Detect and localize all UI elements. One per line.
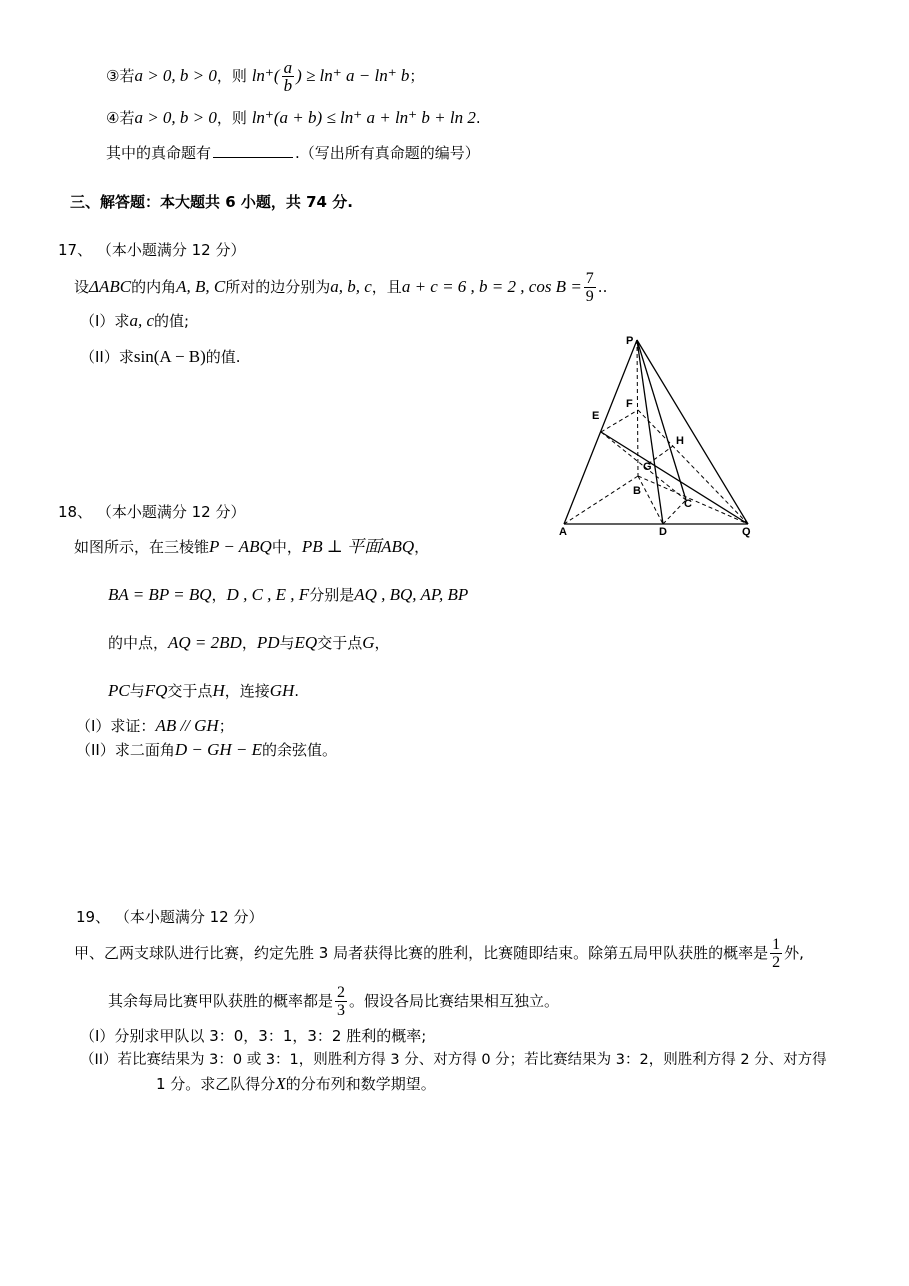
- edge-ab: [564, 476, 638, 524]
- item-4-end: .: [475, 109, 481, 127]
- q19-part-2-line-b: [156, 1074, 436, 1094]
- edge-dc: [663, 500, 686, 524]
- q18-line-4-c: ，连接: [224, 682, 270, 700]
- label-q: Q: [742, 526, 751, 538]
- q19-part-2-line-a: （II）若比赛结果为 3：0 或 3：1，则胜利方得 3 分、对方得 0 分；若比赛结果为 3：2，则胜利方得 2 分、对方得: [80, 1052, 827, 1068]
- q17-header: 17、 （本小题满分 12 分）: [58, 241, 246, 259]
- q18-line-1-a: 如图所示，在三棱锥: [74, 538, 210, 556]
- q18-line-2-a: ，: [211, 586, 227, 604]
- q18-gh: GH: [269, 681, 295, 700]
- q18-part-1-expr: AB // GH: [155, 716, 219, 735]
- true-props-prefix: 其中的真命题有: [106, 144, 212, 162]
- q18-line-2-b: 分别是: [309, 586, 355, 604]
- q18-fq: FQ: [144, 681, 168, 700]
- item-3-end: ；: [409, 67, 425, 85]
- q17-part-2-label: （II）求: [80, 348, 134, 366]
- label-e: E: [592, 410, 600, 422]
- q17-stem-c: 所对的边分别为: [225, 278, 331, 296]
- q19-line-2: [108, 980, 559, 1022]
- item-3-fraction: [282, 59, 295, 94]
- q18-part-1-label: （I）求证：: [76, 717, 156, 735]
- q19-line-1-end: 外,: [784, 944, 804, 962]
- q18-perp: PB ⊥ 平面ABQ: [301, 537, 415, 556]
- q18-g: G: [362, 633, 375, 652]
- q18-line-1-end: ，: [414, 538, 430, 556]
- q18-pc: PC: [108, 681, 130, 700]
- q17-cos-fraction: [584, 270, 596, 305]
- edge-pb: [637, 340, 638, 476]
- edge-ef: [601, 410, 638, 432]
- answer-blank[interactable]: [213, 143, 293, 158]
- label-f: F: [626, 398, 633, 410]
- q19-half-num: 1: [772, 936, 781, 953]
- label-c: C: [684, 498, 692, 510]
- q18-line-3-end: ，: [374, 634, 390, 652]
- item-3-condition: a > 0, b > 0: [134, 66, 217, 85]
- q17-sides: a, b, c: [330, 277, 372, 296]
- q18-line-3-a: 的中点，: [108, 634, 169, 652]
- q17-stem-d: ，且: [371, 278, 402, 296]
- q18-line-4-a: 与: [129, 682, 145, 700]
- q19-two-thirds-num: 2: [337, 984, 346, 1001]
- item-3-rhs: ) ≥ ln⁺ a − ln⁺ b: [296, 66, 410, 85]
- true-props-suffix: .（写出所有真命题的编号）: [295, 144, 480, 162]
- q18-line-4: [108, 681, 299, 701]
- q17-stem: [74, 266, 607, 308]
- section-3-title: 三、解答题：本大题共 6 小题，共 74 分.: [70, 193, 353, 211]
- q18-points: D , C , E , F: [226, 585, 310, 604]
- q17-part-1-end: 的值;: [153, 312, 190, 330]
- q18-line-3-d: 交于点: [317, 634, 363, 652]
- q18-line-1: [74, 537, 429, 557]
- q17-part-2-expr: sin(A − B): [133, 347, 206, 366]
- q19-var-x: X: [275, 1074, 286, 1093]
- label-g: G: [643, 461, 652, 473]
- edge-pc: [637, 340, 686, 500]
- q18-part-1: [76, 716, 234, 736]
- edge-bq: [638, 476, 748, 524]
- q19-line-1-text: 甲、乙两支球队进行比赛，约定先胜 3 局者获得比赛的胜利，比赛随即结束。除第五局甲队获胜的概率是: [74, 944, 769, 962]
- q19-half-fraction: [770, 936, 782, 971]
- q17-part-1: [80, 311, 189, 331]
- item-4-marker: ④若: [106, 109, 135, 127]
- item-4-condition: a > 0, b > 0: [134, 108, 217, 127]
- q17-stem-b: 的内角: [131, 278, 177, 296]
- q19-line-1: [74, 932, 804, 974]
- q18-part-2-expr: D − GH − E: [174, 740, 263, 759]
- q18-line-1-b: 中，: [271, 538, 302, 556]
- q17-stem-a: 设: [74, 278, 90, 296]
- q19-two-thirds-den: 3: [337, 1002, 346, 1019]
- item-3: [106, 56, 424, 96]
- q18-eq: EQ: [294, 633, 318, 652]
- q19-line-2-end: 。假设各局比赛结果相互独立。: [349, 992, 560, 1010]
- q17-stem-end: ..: [597, 278, 608, 296]
- q18-part-1-end: ；: [218, 717, 234, 735]
- item-4-sep: ，则: [216, 109, 247, 127]
- edge-pq: [637, 340, 748, 524]
- edge-pa: [564, 340, 637, 524]
- q18-h: H: [212, 681, 225, 700]
- q18-line-4-end: .: [294, 682, 300, 700]
- item-4: [106, 108, 481, 128]
- label-h: H: [676, 435, 684, 447]
- q18-pd: PD: [256, 633, 280, 652]
- label-b: B: [633, 485, 641, 497]
- q18-header: 18、 （本小题满分 12 分）: [58, 503, 246, 521]
- q18-part-2-end: 的余弦值。: [262, 741, 338, 759]
- edge-eq: [601, 432, 748, 524]
- item-3-marker: ③若: [106, 67, 135, 85]
- q18-equal-edges: BA = BP = BQ: [108, 585, 212, 604]
- q18-part-2-label: （II）求二面角: [76, 741, 175, 759]
- item-3-ln-lhs: ln⁺(: [251, 66, 280, 85]
- q17-part-2: [80, 347, 241, 367]
- q19-header: 19、 （本小题满分 12 分）: [76, 908, 264, 926]
- q19-part-1: （I）分别求甲队以 3：0，3：1，3：2 胜利的概率;: [80, 1027, 427, 1045]
- q17-cos-num: 7: [585, 270, 594, 287]
- q17-part-1-vars: a, c: [129, 311, 154, 330]
- q19-half-den: 2: [772, 954, 781, 971]
- q17-part-1-label: （I）求: [80, 312, 130, 330]
- q17-part-2-end: 的值.: [205, 348, 241, 366]
- q18-tetrahedron: P − ABQ: [209, 537, 272, 556]
- q19-two-thirds-fraction: [335, 984, 347, 1019]
- label-p: P: [626, 335, 634, 347]
- item-3-sep: ，则: [216, 67, 247, 85]
- q18-line-3-c: 与: [279, 634, 295, 652]
- label-a: A: [559, 526, 567, 538]
- q17-angles: A, B, C: [176, 277, 226, 296]
- true-props-line: [106, 143, 480, 163]
- q19-part-2-b: 1 分。求乙队得分: [156, 1075, 276, 1093]
- item-3-frac-den: b: [283, 76, 293, 95]
- tetrahedron-figure: [555, 330, 765, 540]
- q17-condition: a + c = 6 , b = 2 , cos B =: [401, 277, 582, 296]
- q18-aq-eq: AQ = 2BD: [168, 633, 242, 652]
- q19-line-2-text: 其余每局比赛甲队获胜的概率都是: [108, 992, 334, 1010]
- q18-line-3-b: ，: [241, 634, 257, 652]
- q18-line-3: [108, 633, 390, 653]
- item-3-frac-num: a: [283, 58, 293, 77]
- q19-part-2-c: 的分布列和数学期望。: [285, 1075, 436, 1093]
- q18-part-2: [76, 740, 337, 760]
- q18-line-4-b: 交于点: [167, 682, 213, 700]
- q17-cos-den: 9: [585, 288, 594, 305]
- q17-triangle: ΔABC: [89, 277, 132, 296]
- q18-segments: AQ , BQ, AP, BP: [354, 585, 469, 604]
- item-4-expr: ln⁺(a + b) ≤ ln⁺ a + ln⁺ b + ln 2: [251, 108, 476, 127]
- label-d: D: [659, 526, 667, 538]
- q18-line-2: [108, 585, 468, 605]
